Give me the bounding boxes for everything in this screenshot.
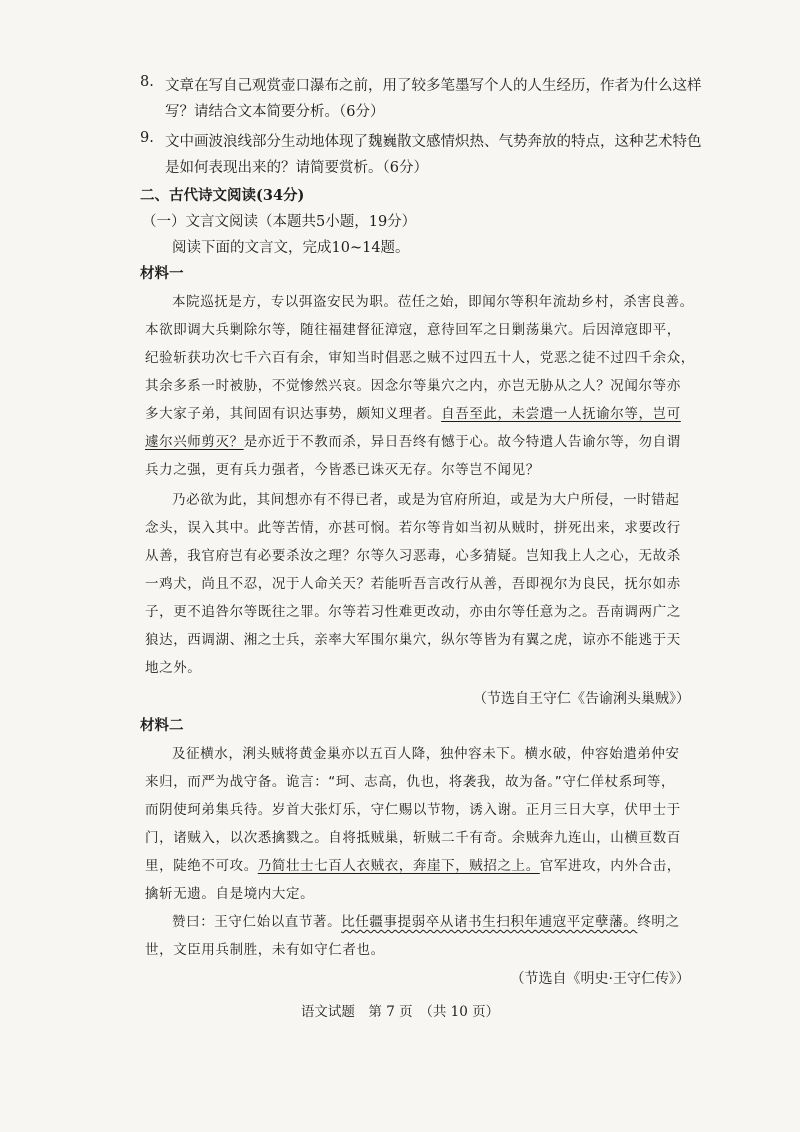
material-1-text: 是亦近于不教而杀，异日吾终有憾于心。故今特遣人告谕尔等，勿自谓	[243, 434, 681, 450]
section-title: 二、古代诗文阅读(34分)	[140, 187, 305, 204]
material-1-text: 多大家子弟，其间固有识达事势，颇知义理者。	[145, 406, 442, 422]
material-1-para2-line: 狼达，西调湖、湘之士兵，亲率大军围尔巢穴，纵尔等皆为有翼之虎，谅亦不能逃于天	[145, 632, 681, 648]
material-2-source: （节选自《明史·王守仁传》）	[510, 971, 690, 987]
question-9-number: 9.	[140, 130, 154, 146]
material-1-line: 其余多系一时被胁，不觉惨然兴哀。因念尔等巢穴之内，亦岂无胁从之人？况闻尔等亦	[145, 378, 681, 394]
material-2-heading: 材料二	[140, 717, 184, 734]
question-8-line-1: 文章在写自己观赏壶口瀑布之前，用了较多笔墨写个人的人生经历，作者为什么这样	[165, 78, 702, 94]
question-9-line-1: 文中画波浪线部分生动地体现了魏巍散文感情炽热、气势奔放的特点，这种艺术特色	[165, 134, 702, 150]
material-2-text: 官军进攻，内外合击，	[539, 858, 681, 874]
underlined-sentence: 乃简壮士七百人衣贼衣，奔崖下，贼招之上。	[257, 858, 540, 874]
material-2-line	[145, 854, 681, 874]
question-8-number: 8.	[140, 74, 154, 90]
section-instruction: 阅读下面的文言文，完成10~14题。	[172, 240, 410, 256]
material-1-line: 本欲即调大兵剿除尔等，随往福建督征漳寇，意待回军之日剿荡巢穴。后因漳寇即平，	[145, 322, 681, 338]
material-1-para2-line: 从善，我官府岂有必要杀汝之理？尔等久习恶毒，心多猜疑。岂知我上人之心，无故杀	[145, 548, 681, 564]
underlined-sentence-part-1: 自吾至此，未尝遣一人抚谕尔等，岂可	[441, 406, 681, 422]
material-1-para2-line: 地之外。	[145, 660, 202, 676]
material-2-line: 门，诸贼入，以次悉擒戮之。自将抵贼巢，斩贼二千有奇。余贼奔九连山，山横亘数百	[145, 830, 681, 846]
material-1-line	[145, 402, 681, 422]
material-2-zan-line: 世，文臣用兵制胜，未有如守仁者也。	[145, 942, 385, 958]
material-1-heading: 材料一	[140, 265, 184, 282]
material-1-line: 本院巡抚是方，专以弭盗安民为职。莅任之始，即闻尔等积年流劫乡村，杀害良善。	[172, 294, 694, 310]
material-1-para2-line: 子，更不追咎尔等既往之罪。尔等若习性难更改动，亦由尔等任意为之。吾南调两广之	[145, 604, 681, 620]
material-2-zan-line	[172, 910, 680, 930]
material-2-text: 终明之	[637, 914, 680, 930]
question-8-line-2: 写？请结合文本简要分析。（6分）	[165, 104, 385, 120]
material-2-line: 及征横水，浰头贼将黄金巢亦以五百人降，独仲容未下。横水破，仲容始遣弟仲安	[172, 746, 680, 762]
material-1-para2-line: 乃必欲为此，其间想亦有不得已者，或是为官府所迫，或是为大户所侵，一时错起	[172, 492, 680, 508]
page-footer: 语文试题 第 7 页 （共 10 页）	[300, 1004, 500, 1020]
material-1-line: 兵力之强，更有兵力强者，今皆悉已诛灭无存。尔等岂不闻见？	[145, 462, 540, 478]
section-subtitle: （一）文言文阅读（本题共5小题，19分）	[142, 214, 417, 230]
material-1-line: 纪验斩获功次七千六百有余，审知当时倡恶之贼不过四五十人，党恶之徒不过四千余众，	[145, 350, 695, 366]
material-2-line: 来归，而严为战守备。诡言：“珂、志高，仇也，将袭我，故为备。”守仁佯杖系珂等，	[145, 774, 676, 790]
material-1-line	[145, 430, 681, 450]
material-1-source: （节选自王守仁《告谕浰头巢贼》）	[473, 691, 690, 707]
material-2-text: 里，陡绝不可攻。	[145, 858, 258, 874]
wavy-underlined-sentence: 比任疆事提弱卒从诸书生扫积年逋寇平定孽藩。	[341, 914, 638, 930]
material-1-para2-line: 一鸡犬，尚且不忍，况于人命关天？若能听吾言改行从善，吾即视尔为良民，抚尔如赤	[145, 576, 681, 592]
material-2-line: 擒斩无遗。自是境内大定。	[145, 886, 315, 902]
material-1-para2-line: 念头，误入其中。此等苦情，亦甚可悯。若尔等肯如当初从贼时，拼死出来，求要改行	[145, 520, 681, 536]
material-2-line: 而阴使珂弟集兵待。岁首大张灯乐，守仁赐以节物，诱入谢。正月三日大享，伏甲士于	[145, 802, 681, 818]
underlined-sentence-part-2: 遽尔兴师剪灭？	[145, 434, 244, 450]
material-2-text: 赞曰：王守仁始以直节著。	[172, 914, 342, 930]
question-9-line-2: 是如何表现出来的？请简要赏析。（6分）	[165, 160, 428, 176]
